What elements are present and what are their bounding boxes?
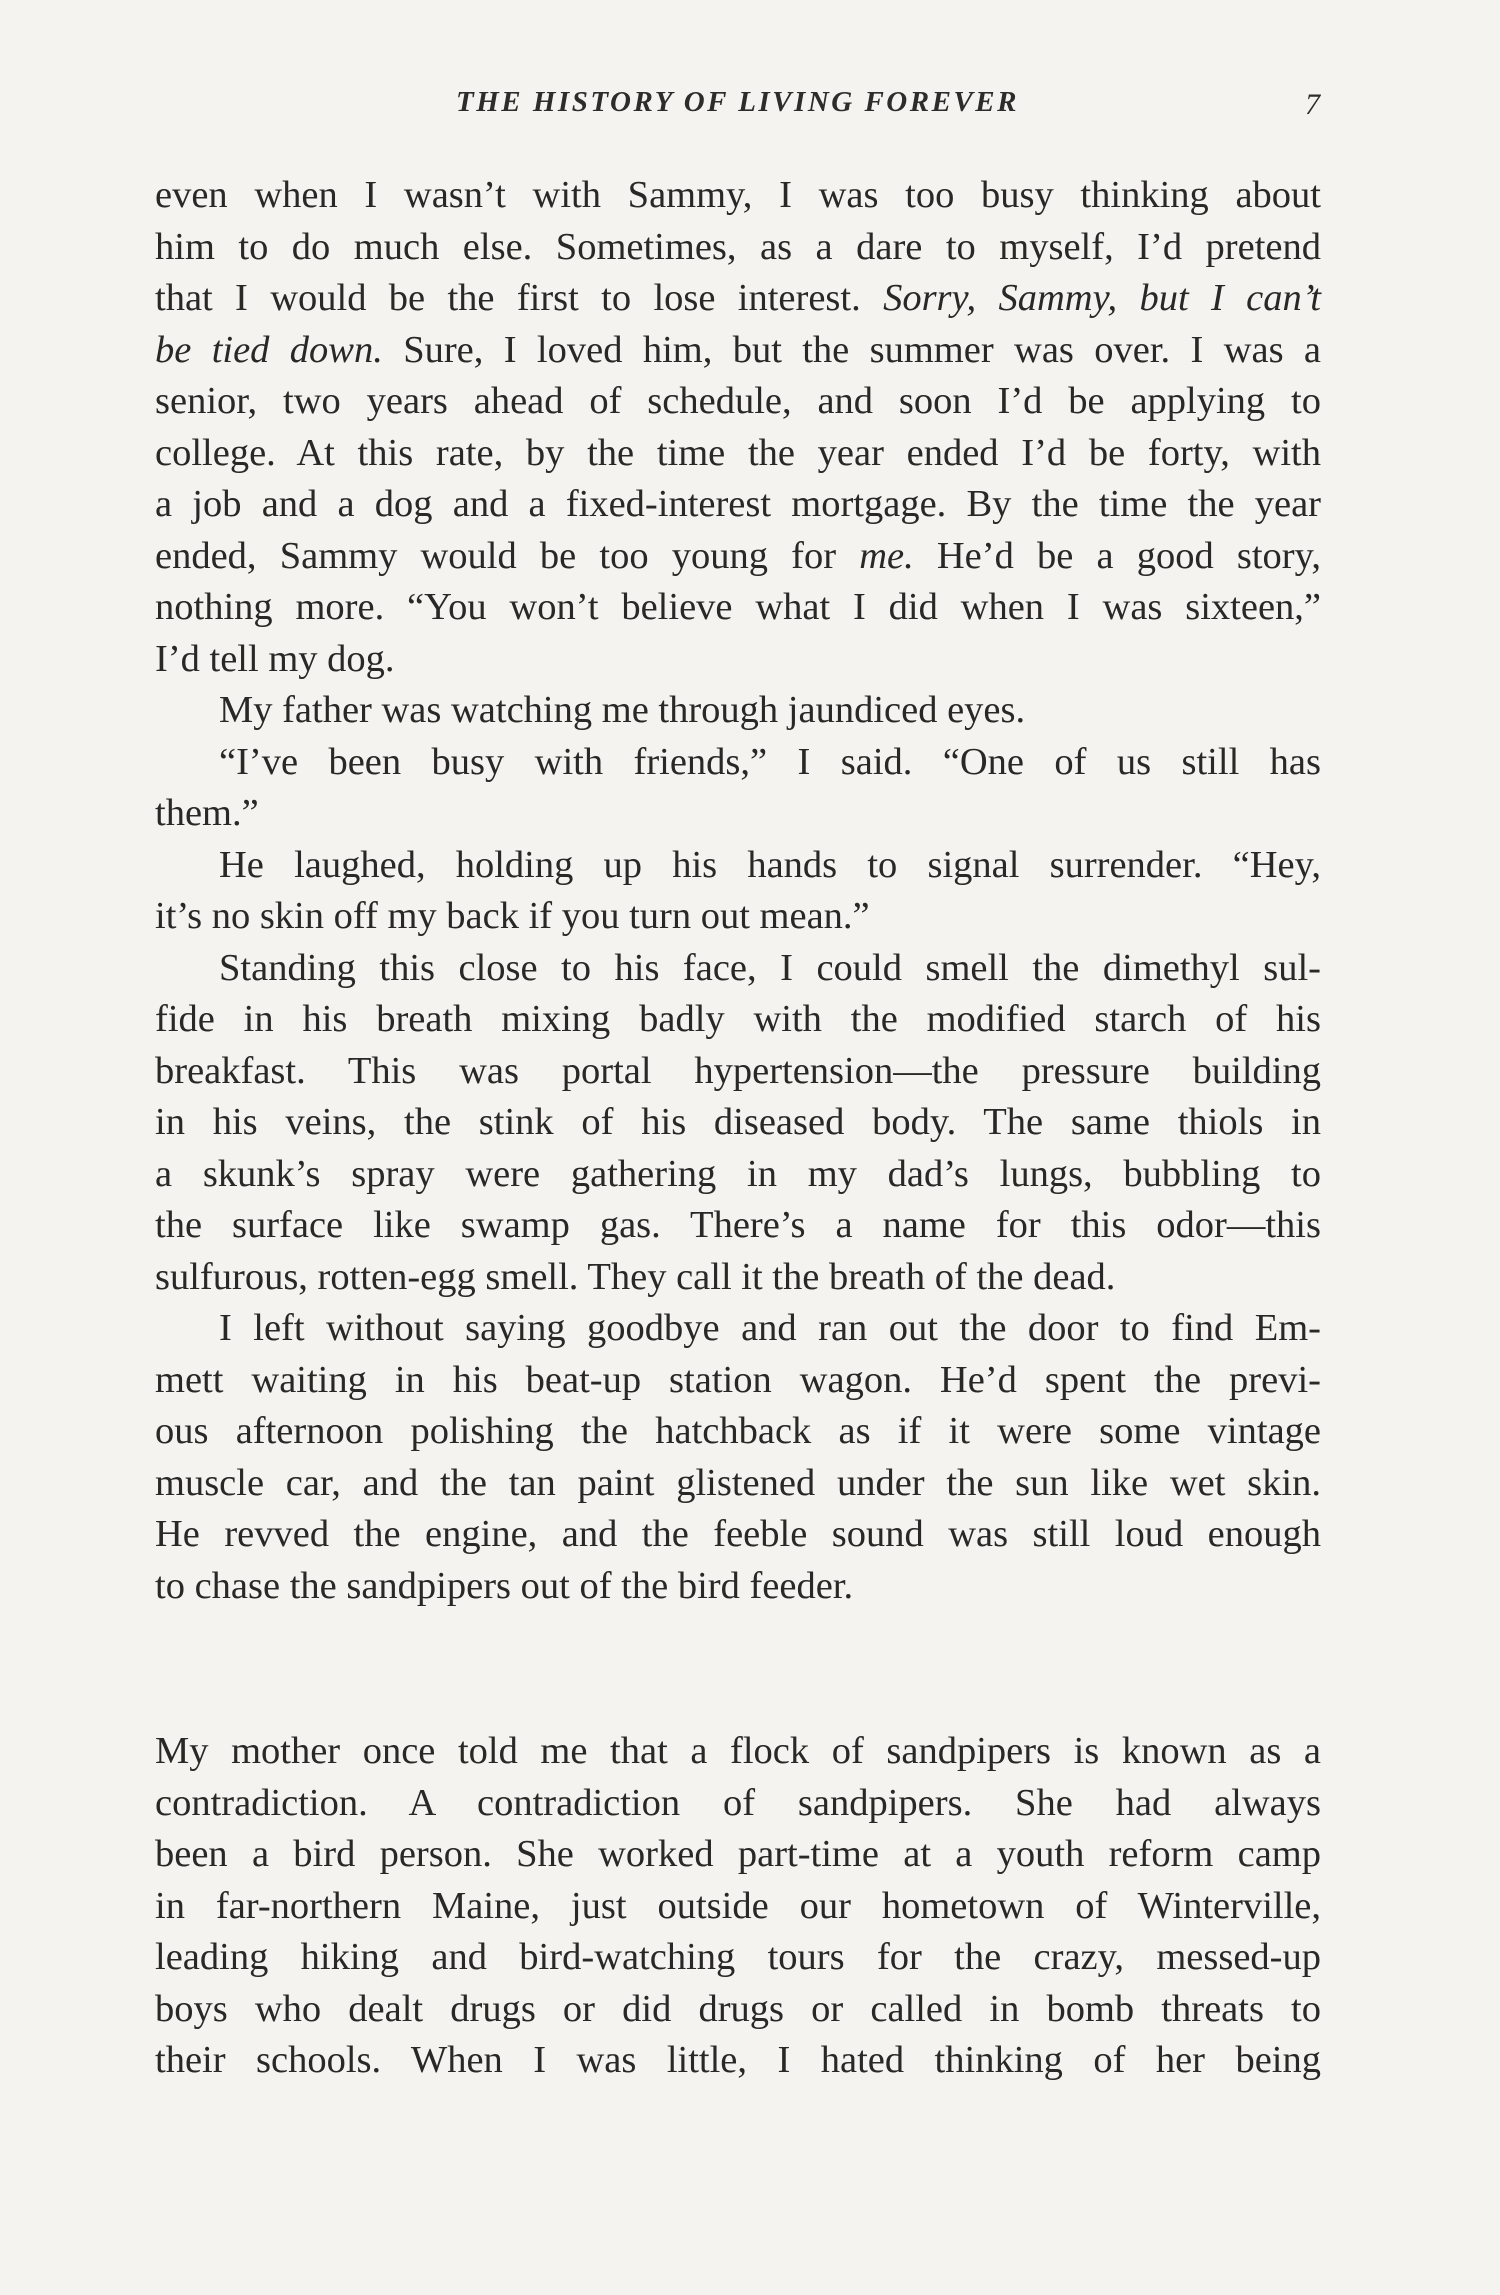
text-line: He revved the engine, and the feeble sound was still loud enough (155, 1513, 1321, 1555)
text-line: college. At this rate, by the time the year ended I’d be forty, with (155, 431, 1321, 474)
text-run: He’d be a good story, (913, 534, 1321, 577)
text-line: a skunk’s spray were gathering in my dad’s lungs, bubbling to (155, 1152, 1321, 1195)
text-line (155, 273, 1321, 325)
text-line: I’d tell my dog. (155, 637, 395, 680)
running-title: THE HISTORY OF LIVING FOREVER (456, 86, 1019, 118)
paragraph (155, 840, 1321, 943)
text-line: “I’ve been busy with friends,” I said. “One of us still has (219, 740, 1321, 783)
section-two (155, 1726, 1321, 2087)
italic-text: me. (859, 534, 914, 577)
text-line: mett waiting in his beat-up station wagon. He’d spent the previ- (155, 1358, 1321, 1401)
paragraph (155, 737, 1321, 840)
paragraph (155, 1303, 1321, 1612)
section-one (155, 170, 1321, 1612)
text-line: He laughed, holding up his hands to signal surrender. “Hey, (219, 843, 1321, 886)
text-run: that I would be the first to lose interest. (155, 277, 884, 319)
text-line (155, 325, 1321, 377)
text-line: boys who dealt drugs or did drugs or called in bomb threats to (155, 1987, 1321, 2030)
text-line: to chase the sandpipers out of the bird feeder. (155, 1564, 854, 1607)
text-line: breakfast. This was portal hypertension—the pressure building (155, 1049, 1321, 1092)
text-run: ended, Sammy would be too young for (155, 534, 860, 577)
text-line: their schools. When I was little, I hated thinking of her being (155, 2039, 1321, 2081)
text-line: senior, two years ahead of schedule, and soon I’d be applying to (155, 380, 1321, 422)
paragraph (155, 170, 1321, 685)
text-line: sulfurous, rotten-egg smell. They call it the breath of the dead. (155, 1255, 1116, 1298)
text-line: nothing more. “You won’t believe what I did when I was sixteen,” (155, 586, 1321, 628)
text-line: them.” (155, 792, 259, 834)
text-line: the surface like swamp gas. There’s a name for this odor—this (155, 1204, 1321, 1246)
italic-text: be tied down. (155, 328, 383, 371)
text-line: it’s no skin off my back if you turn out mean.” (155, 895, 870, 937)
text-line: contradiction. A contradiction of sandpipers. She had always (155, 1781, 1321, 1824)
page-number: 7 (1305, 88, 1320, 121)
text-line: fide in his breath mixing badly with the modified starch of his (155, 998, 1321, 1040)
running-head (155, 86, 1320, 130)
text-line: him to do much else. Sometimes, as a dare to myself, I’d pretend (155, 225, 1321, 268)
text-line: Standing this close to his face, I could smell the dimethyl sul- (219, 946, 1321, 989)
text-line: muscle car, and the tan paint glistened under the sun like wet skin. (155, 1461, 1321, 1504)
text-line: even when I wasn’t with Sammy, I was too busy thinking about (155, 174, 1321, 216)
text-line: I left without saying goodbye and ran out the door to find Em- (219, 1307, 1321, 1349)
text-line: leading hiking and bird-watching tours for the crazy, messed-up (155, 1936, 1321, 1978)
text-line: ous afternoon polishing the hatchback as if it were some vintage (155, 1410, 1321, 1452)
paragraph (155, 685, 1321, 737)
text-line: a job and a dog and a fixed-interest mortgage. By the time the year (155, 483, 1321, 525)
text-run: Sure, I loved him, but the summer was over. I was a (382, 328, 1322, 371)
paragraph (155, 943, 1321, 1304)
text-line: in far-northern Maine, just outside our hometown of Winterville, (155, 1884, 1321, 1927)
italic-text: Sorry, Sammy, but I can’t (883, 277, 1322, 319)
text-line: My father was watching me through jaundiced eyes. (219, 689, 1026, 731)
text-line: been a bird person. She worked part-time at a youth reform camp (155, 1833, 1321, 1875)
text-line: in his veins, the stink of his diseased body. The same thiols in (155, 1101, 1321, 1143)
text-line: My mother once told me that a flock of sandpipers is known as a (155, 1730, 1321, 1772)
text-line (155, 531, 1321, 583)
paragraph (155, 1726, 1321, 2087)
